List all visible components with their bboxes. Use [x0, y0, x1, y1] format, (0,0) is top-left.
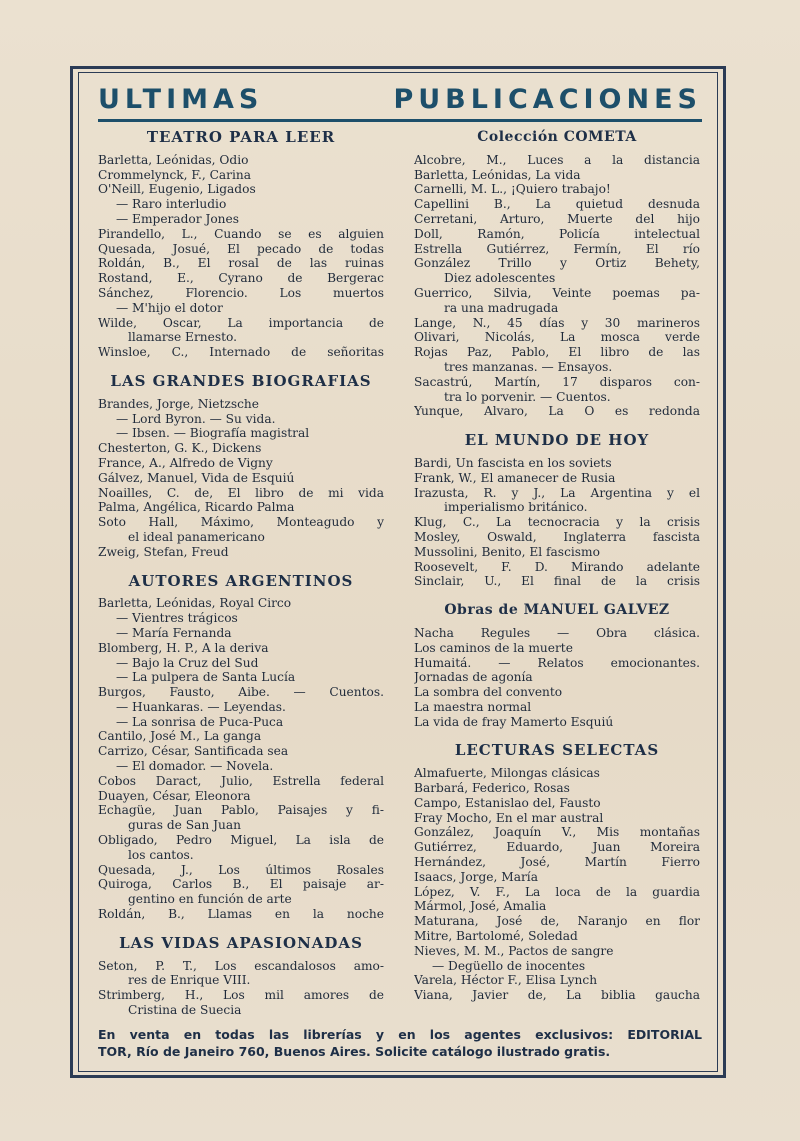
- book-entry: La sombra del convento: [414, 685, 563, 700]
- book-entry: — Emperador Jones: [116, 211, 239, 226]
- book-entry: — Bajo la Cruz del Sud: [116, 655, 259, 670]
- book-entry: Bardi, Un fascista en los soviets: [414, 455, 612, 470]
- book-entry: res de Enrique VIII.: [128, 973, 251, 988]
- book-entry: Los caminos de la muerte: [414, 640, 573, 655]
- book-entry: Humaitá. — Relatos emocionantes.: [414, 655, 700, 670]
- book-entry: Quiroga, Carlos B., El paisaje ar-: [98, 877, 384, 892]
- book-entry: Diez adolescentes: [444, 271, 556, 286]
- book-entry: Nieves, M. M., Pactos de sangre: [414, 943, 614, 958]
- section-gap: [414, 419, 700, 431]
- book-entry: La maestra normal: [414, 699, 532, 714]
- book-entry: Mosley, Oswald, Inglaterra fascista: [414, 529, 700, 544]
- book-entry: — Huankaras. — Leyendas.: [116, 699, 286, 714]
- book-entry: Roldán, B., Llamas en la noche: [98, 907, 384, 922]
- book-entry: Varela, Héctor F., Elisa Lynch: [414, 973, 598, 988]
- footer-line-2: TOR, Río de Janeiro 760, Buenos Aires. Solicite catálogo ilustrado gratis.: [98, 1044, 611, 1059]
- book-entry: Rojas Paz, Pablo, El libro de las: [414, 345, 700, 360]
- book-entry: Barletta, Leónidas, Odio: [98, 152, 249, 167]
- book-entry: Klug, C., La tecnocracia y la crisis: [414, 515, 700, 530]
- title-word-1: ULTIMAS: [98, 83, 264, 115]
- book-entry: Winsloe, C., Internado de señoritas: [98, 345, 384, 360]
- book-entry: Gutiérrez, Eduardo, Juan Moreira: [414, 840, 700, 855]
- book-entry: Irazusta, R. y J., La Argentina y el: [414, 485, 700, 500]
- section-heading: AUTORES ARGENTINOS: [128, 571, 354, 590]
- book-entry: Obligado, Pedro Miguel, La isla de: [98, 833, 384, 848]
- book-entry: Nacha Regules — Obra clásica.: [414, 625, 700, 640]
- book-entry: Zweig, Stefan, Freud: [98, 544, 229, 559]
- book-entry: Capellini B., La quietud desnuda: [414, 197, 700, 212]
- title-underline: [98, 119, 702, 122]
- book-entry: Echagüe, Juan Pablo, Paisajes y fi-: [98, 803, 384, 818]
- section-gap: [414, 589, 700, 601]
- book-entry: Mussolini, Benito, El fascismo: [414, 544, 600, 559]
- book-entry: Doll, Ramón, Policía intelectual: [414, 226, 700, 241]
- book-entry: — Lord Byron. — Su vida.: [116, 411, 276, 426]
- book-entry: — María Fernanda: [116, 625, 232, 640]
- book-entry: Yunque, Alvaro, La O es redonda: [414, 404, 700, 419]
- book-entry: Guerrico, Silvia, Veinte poemas pa-: [414, 285, 700, 300]
- left-column: [98, 128, 384, 1018]
- book-entry: Carnelli, M. L., ¡Quiero trabajo!: [414, 182, 611, 197]
- right-column: [414, 128, 700, 1003]
- book-entry: Palma, Angélica, Ricardo Palma: [98, 500, 295, 515]
- book-entry: O'Neill, Eugenio, Ligados: [98, 182, 256, 197]
- book-entry: — La sonrisa de Puca-Puca: [116, 714, 284, 729]
- section-gap: [414, 729, 700, 741]
- section-gap: [98, 922, 384, 934]
- book-entry: tres manzanas. — Ensayos.: [444, 359, 613, 374]
- book-entry: Quesada, J., Los últimos Rosales: [98, 862, 384, 877]
- book-entry: Estrella Gutiérrez, Fermín, El río: [414, 241, 700, 256]
- book-entry: Burgos, Fausto, Aibe. — Cuentos.: [98, 685, 384, 700]
- book-entry: gentino en función de arte: [128, 892, 292, 907]
- book-entry: Viana, Javier de, La biblia gaucha: [414, 988, 700, 1003]
- book-entry: Cerretani, Arturo, Muerte del hijo: [414, 211, 700, 226]
- book-entry: Fray Mocho, En el mar austral: [414, 810, 604, 825]
- book-entry: Maturana, José de, Naranjo en flor: [414, 914, 700, 929]
- book-entry: Brandes, Jorge, Nietzsche: [98, 396, 259, 411]
- title-word-2: PUBLICACIONES: [393, 83, 702, 115]
- book-entry: Duayen, César, Eleonora: [98, 788, 251, 803]
- book-entry: Sinclair, U., El final de la crisis: [414, 574, 700, 589]
- book-entry: Campo, Estanislao del, Fausto: [414, 795, 601, 810]
- book-entry: Almafuerte, Milongas clásicas: [414, 766, 600, 781]
- book-entry: tra lo porvenir. — Cuentos.: [444, 389, 611, 404]
- book-entry: López, V. F., La loca de la guardia: [414, 884, 700, 899]
- book-entry: — Raro interludio: [116, 197, 227, 212]
- book-entry: Roldán, B., El rosal de las ruinas: [98, 256, 384, 271]
- book-entry: Seton, P. T., Los escandalosos amo-: [98, 958, 384, 973]
- book-entry: llamarse Ernesto.: [128, 330, 237, 345]
- book-entry: Hernández, José, Martín Fierro: [414, 855, 700, 870]
- book-entry: Cristina de Suecia: [128, 1003, 242, 1018]
- book-entry: ra una madrugada: [444, 300, 559, 315]
- section-gap: [98, 560, 384, 572]
- book-entry: los cantos.: [128, 847, 194, 862]
- book-entry: Blomberg, H. P., A la deriva: [98, 640, 269, 655]
- book-entry: Cantilo, José M., La ganga: [98, 729, 262, 744]
- book-entry: Quesada, Josué, El pecado de todas: [98, 241, 384, 256]
- book-entry: — El domador. — Novela.: [116, 759, 274, 774]
- book-entry: Olivari, Nicolás, La mosca verde: [414, 330, 700, 345]
- book-entry: Chesterton, G. K., Dickens: [98, 441, 262, 456]
- book-entry: Rostand, E., Cyrano de Bergerac: [98, 271, 384, 286]
- book-entry: France, A., Alfredo de Vigny: [98, 455, 273, 470]
- book-entry: imperialismo británico.: [444, 500, 588, 515]
- book-entry: Carrizo, César, Santificada sea: [98, 744, 289, 759]
- book-entry: Frank, W., El amanecer de Rusia: [414, 470, 616, 485]
- book-entry: Barbará, Federico, Rosas: [414, 781, 570, 796]
- section-heading: TEATRO PARA LEER: [146, 128, 336, 146]
- footer-line-1: En venta en todas las librerías y en los agentes exclusivos: EDITORIAL: [98, 1027, 702, 1042]
- section-heading: LAS GRANDES BIOGRAFIAS: [110, 371, 372, 390]
- book-entry: Gálvez, Manuel, Vida de Esquiú: [98, 470, 295, 485]
- book-entry: Sacastrú, Martín, 17 disparos con-: [414, 374, 700, 389]
- book-entry: Wilde, Oscar, La importancia de: [98, 315, 384, 330]
- book-entry: Isaacs, Jorge, María: [414, 869, 538, 884]
- book-entry: guras de San Juan: [128, 818, 241, 833]
- book-entry: Lange, N., 45 días y 30 marineros: [414, 315, 700, 330]
- book-entry: Barletta, Leónidas, La vida: [414, 167, 581, 182]
- book-entry: Sánchez, Florencio. Los muertos: [98, 285, 384, 300]
- book-entry: Noailles, C. de, El libro de mi vida: [98, 485, 384, 500]
- book-entry: González Trillo y Ortiz Behety,: [414, 256, 700, 271]
- book-entry: Mármol, José, Amalia: [414, 899, 547, 914]
- book-entry: González, Joaquín V., Mis montañas: [414, 825, 700, 840]
- book-entry: Alcobre, M., Luces a la distancia: [414, 152, 700, 167]
- section-heading: EL MUNDO DE HOY: [464, 431, 650, 450]
- book-entry: — Vientres trágicos: [116, 611, 238, 626]
- footer-notice: [98, 1026, 702, 1060]
- section-heading: Obras de MANUEL GALVEZ: [444, 602, 670, 619]
- book-entry: La vida de fray Mamerto Esquiú: [414, 714, 614, 729]
- book-entry: Roosevelt, F. D. Mirando adelante: [414, 559, 700, 574]
- book-entry: Crommelynck, F., Carina: [98, 167, 252, 182]
- book-entry: Cobos Daract, Julio, Estrella federal: [98, 773, 384, 788]
- book-entry: el ideal panamericano: [128, 529, 265, 544]
- book-entry: Soto Hall, Máximo, Monteagudo y: [98, 515, 384, 530]
- page-title: [98, 82, 702, 116]
- book-entry: — M'hijo el dotor: [116, 300, 223, 315]
- section-gap: [98, 360, 384, 372]
- section-heading: Colección COMETA: [477, 129, 637, 145]
- section-heading: LAS VIDAS APASIONADAS: [119, 933, 363, 952]
- book-entry: — Degüello de inocentes: [432, 958, 586, 973]
- book-entry: — Ibsen. — Biografía magistral: [116, 426, 310, 441]
- book-entry: Strimberg, H., Los mil amores de: [98, 988, 384, 1003]
- book-entry: Mitre, Bartolomé, Soledad: [414, 929, 578, 944]
- book-entry: — La pulpera de Santa Lucía: [116, 670, 296, 685]
- book-entry: Pirandello, L., Cuando se es alguien: [98, 226, 384, 241]
- book-entry: Jornadas de agonía: [414, 670, 533, 685]
- section-heading: LECTURAS SELECTAS: [454, 741, 660, 760]
- book-entry: Barletta, Leónidas, Royal Circo: [98, 596, 292, 611]
